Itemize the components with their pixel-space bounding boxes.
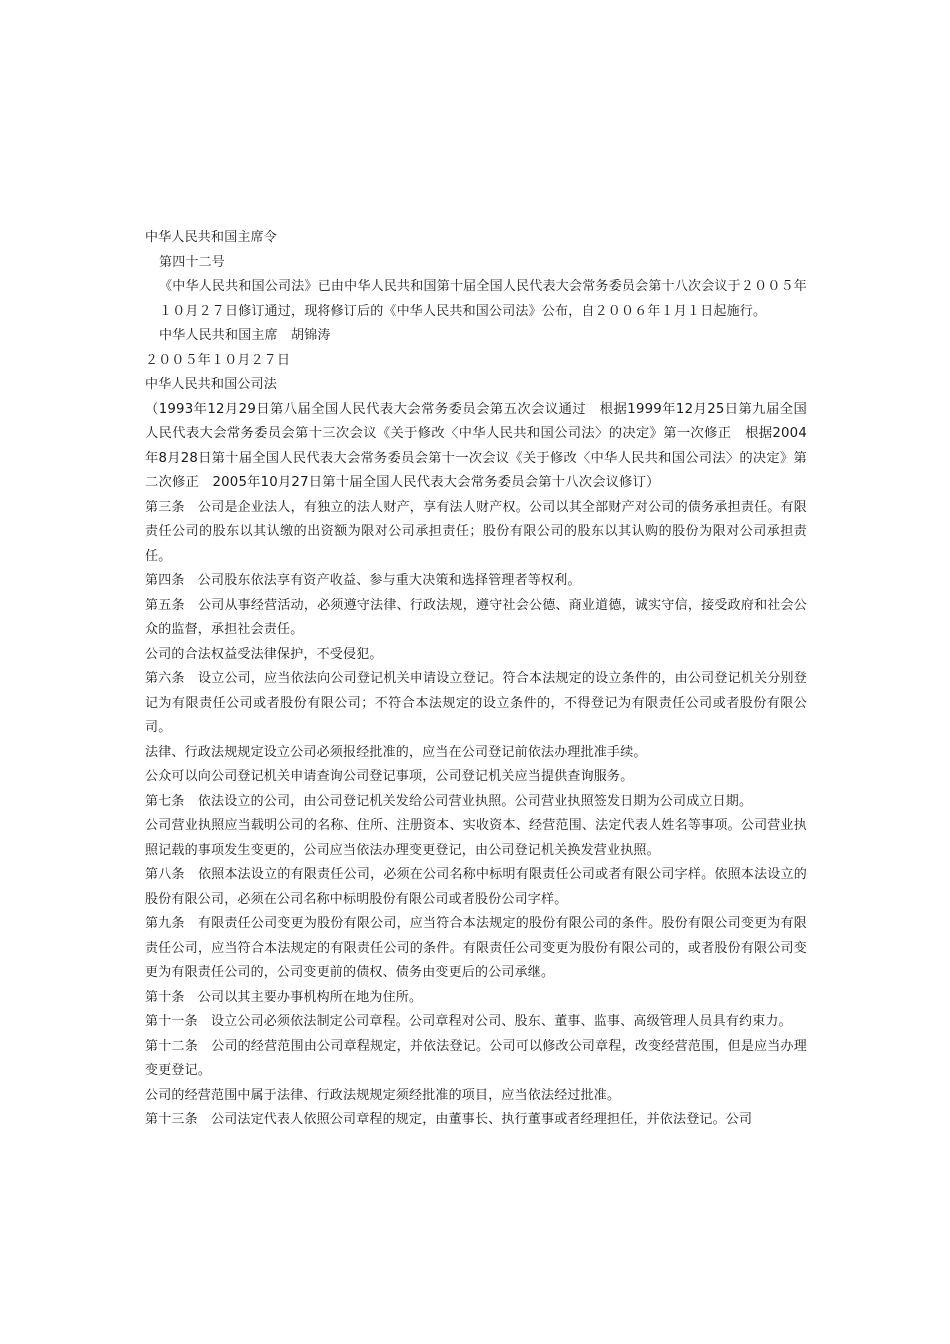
article-paragraph: 公众可以向公司登记机关申请查询公司登记事项，公司登记机关应当提供查询服务。 [145, 769, 634, 784]
article-paragraph: 公司营业执照应当载明公司的名称、住所、注册资本、实收资本、经营范围、法定代表人姓名等事项。公司营业执照记载的事项发生变更的，公司应当依法办理变更登记，由公司登记机关换发营业执照。 [145, 818, 807, 858]
article-paragraph: 第四条 公司股东依法享有资产收益、参与重大决策和选择管理者等权利。 [145, 573, 581, 588]
article-paragraph: 第三条 公司是企业法人，有独立的法人财产，享有法人财产权。公司以其全部财产对公司的债务承担责任。有限责任公司的股东以其认缴的出资额为限对公司承担责任；股份有限公司的股东以其认购的股份为限对公司承担责任。 [145, 499, 807, 564]
promulgation-text: 《中华人民共和国公司法》已由中华人民共和国第十届全国人民代表大会常务委员会第十八次会议于２００５年１０月２７日修订通过，现将修订后的《中华人民共和国公司法》公布，自２００６年１月１日起施行。 [159, 279, 807, 319]
document-body [145, 226, 807, 1133]
history-note: （1993年12月29日第八届全国人民代表大会常务委员会第五次会议通过 根据1999年12月25日第九届全国人民代表大会常务委员会第十三次会议《关于修改〈中华人民共和国公司法〉的决定》第一次修正 根据2004年8月28日第十届全国人民代表大会常务委员会第十一次会议《关于修改〈中华人民共和国公司法〉的决定》第二次修正 2005年10月27日第十届全国人民代表大会常务委员会第十八次会议修订） [145, 401, 807, 490]
article-paragraph: 公司的合法权益受法律保护，不受侵犯。 [145, 646, 383, 662]
signer: 中华人民共和国主席 胡锦涛 [159, 328, 331, 343]
article-paragraph: 第十三条 公司法定代表人依照公司章程的规定，由董事长、执行董事或者经理担任，并依法登记。公司 [145, 1112, 753, 1127]
article-paragraph: 公司的经营范围中属于法律、行政法规规定须经批准的项目，应当依法经过批准。 [145, 1087, 621, 1103]
article-paragraph: 第十条 公司以其主要办事机构所在地为住所。 [145, 989, 423, 1005]
article-paragraph: 第六条 设立公司，应当依法向公司登记机关申请设立登记。符合本法规定的设立条件的，由公司登记机关分别登记为有限责任公司或者股份有限公司；不符合本法规定的设立条件的，不得登记为有限责任公司或者股份有限公司。 [145, 671, 807, 735]
promulgation-date: ２００５年１０月２７日 [145, 352, 291, 368]
article-paragraph: 第十二条 公司的经营范围由公司章程规定，并依法登记。公司可以修改公司章程，改变经营范围，但是应当办理变更登记。 [145, 1038, 807, 1078]
article-paragraph: 第八条 依照本法设立的有限责任公司，必须在公司名称中标明有限责任公司或者有限公司字样。依照本法设立的股份有限公司，必须在公司名称中标明股份有限公司或者股份公司字样。 [145, 867, 807, 907]
law-title: 中华人民共和国公司法 [145, 377, 278, 392]
article-paragraph: 第十一条 设立公司必须依法制定公司章程。公司章程对公司、股东、董事、监事、高级管理人员具有约束力。 [145, 1014, 792, 1029]
article-paragraph: 第七条 依法设立的公司，由公司登记机关发给公司营业执照。公司营业执照签发日期为公司成立日期。 [145, 793, 753, 809]
article-paragraph: 第九条 有限责任公司变更为股份有限公司，应当符合本法规定的股份有限公司的条件。股份有限公司变更为有限责任公司，应当符合本法规定的有限责任公司的条件。有限责任公司变更为股份有限公司的，或者股份有限公司变更为有限责任公司的，公司变更前的债权、债务由变更后的公司承继。 [145, 916, 807, 980]
order-title: 中华人民共和国主席令 [145, 230, 278, 245]
article-paragraph: 第五条 公司从事经营活动，必须遵守法律、行政法规，遵守社会公德、商业道德，诚实守信，接受政府和社会公众的监督，承担社会责任。 [145, 597, 807, 637]
article-paragraph: 法律、行政法规规定设立公司必须报经批准的，应当在公司登记前依法办理批准手续。 [145, 744, 647, 760]
order-number: 第四十二号 [159, 254, 226, 270]
